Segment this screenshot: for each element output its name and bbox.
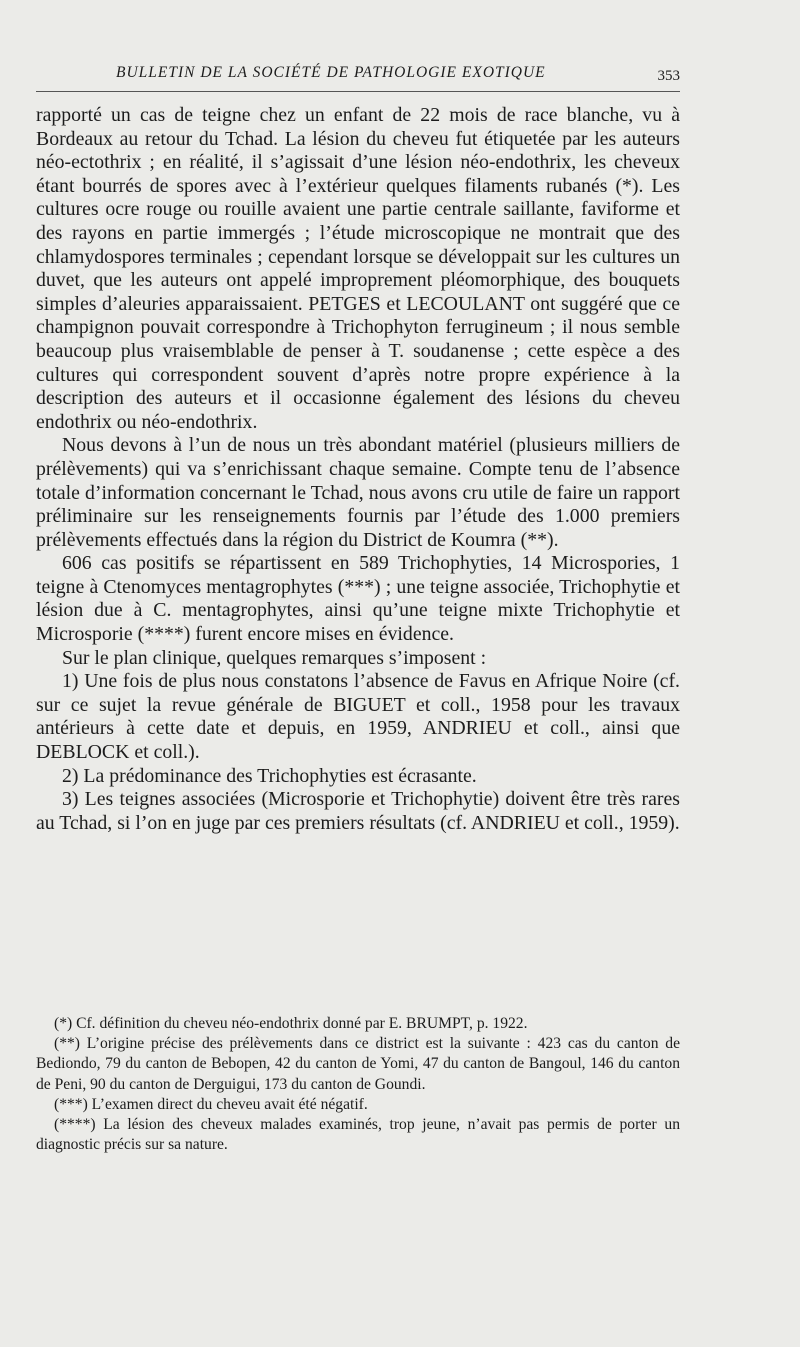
header-rule (36, 91, 680, 92)
paragraph: 3) Les teignes associées (Microsporie et Trichophytie) doivent être très rares au Tchad, si l’on en juge par ces premiers résultats (cf. ANDRIEU et coll., 1959). (36, 788, 680, 834)
paragraph: Sur le plan clinique, quelques remarques s’imposent : (62, 646, 487, 669)
page-number: 353 (657, 68, 680, 84)
main-text (36, 104, 680, 835)
footnote: (*) Cf. définition du cheveu néo-endothrix donné par E. BRUMPT, p. 1922. (54, 1015, 528, 1032)
paragraph: Nous devons à l’un de nous un très abondant matériel (plusieurs milliers de prélèvements) qui va s’enrichissant chaque semaine. Compte tenu de l’absence totale d’information concernant le Tchad, nous avons cru utile de faire un rapport préliminaire sur les renseignements fournis par l’étude des 1.000 premiers prélèvements effectués dans la région du District de Koumra (**). (36, 434, 680, 551)
paragraph: 2) La prédominance des Trichophyties est écrasante. (62, 764, 477, 787)
journal-title: BULLETIN DE LA SOCIÉTÉ DE PATHOLOGIE EXOTIQUE (116, 64, 546, 81)
footnote: (**) L’origine précise des prélèvements dans ce district est la suivante : 423 cas du canton de Bediondo, 79 du canton de Bebopen, 42 du canton de Yomi, 47 du canton de Bangoul, 146 du canton de Peni, 90 du canton de Derguigui, 173 du canton de Goundi. (36, 1035, 680, 1093)
paragraph: 606 cas positifs se répartissent en 589 Trichophyties, 14 Microspories, 1 teigne à Ctenomyces mentagrophytes (***) ; une teigne associée, Trichophytie et lésion due à C. mentagrophytes, ainsi qu’une teigne mixte Trichophytie et Microsporie (****) furent encore mises en évidence. (36, 552, 680, 646)
footnote: (****) La lésion des cheveux malades examinés, trop jeune, n’avait pas permis de porter un diagnostic précis sur sa nature. (36, 1116, 680, 1154)
paragraph: 1) Une fois de plus nous constatons l’absence de Favus en Afrique Noire (cf. sur ce sujet la revue générale de BIGUET et coll., 1958 pour les travaux antérieurs à cette date et depuis, en 1959, ANDRIEU et coll., ainsi que DEBLOCK et coll.). (36, 670, 680, 764)
footnotes (36, 1014, 680, 1155)
paragraph: rapporté un cas de teigne chez un enfant de 22 mois de race blanche, vu à Bordeaux au retour du Tchad. La lésion du cheveu fut étiquetée par les auteurs néo-ectothrix ; en réalité, il s’agissait d’une lésion néo-endothrix, les cheveux étant bourrés de spores avec à l’extérieur quelques filaments rubanés (*). Les cultures ocre rouge ou rouille avaient une partie centrale saillante, faviforme et des rayons en partie immergés ; l’étude microscopique ne montrait que des chlamydospores terminales ; cependant lorsque se développait sur les cultures un duvet, que les auteurs ont appelé improprement pléomorphique, des bouquets simples d’aleuries apparaissaient. PETGES et LECOULANT ont suggéré que ce champignon pouvait correspondre à Trichophyton ferrugineum ; il nous semble beaucoup plus vraisemblable de penser à T. soudanense ; cette espèce a des cultures qui correspondent souvent d’après notre propre expérience à la description des auteurs et il occasionne également des lésions du cheveu endothrix ou néo-endothrix. (36, 104, 680, 433)
footnote: (***) L’examen direct du cheveu avait été négatif. (54, 1095, 368, 1113)
